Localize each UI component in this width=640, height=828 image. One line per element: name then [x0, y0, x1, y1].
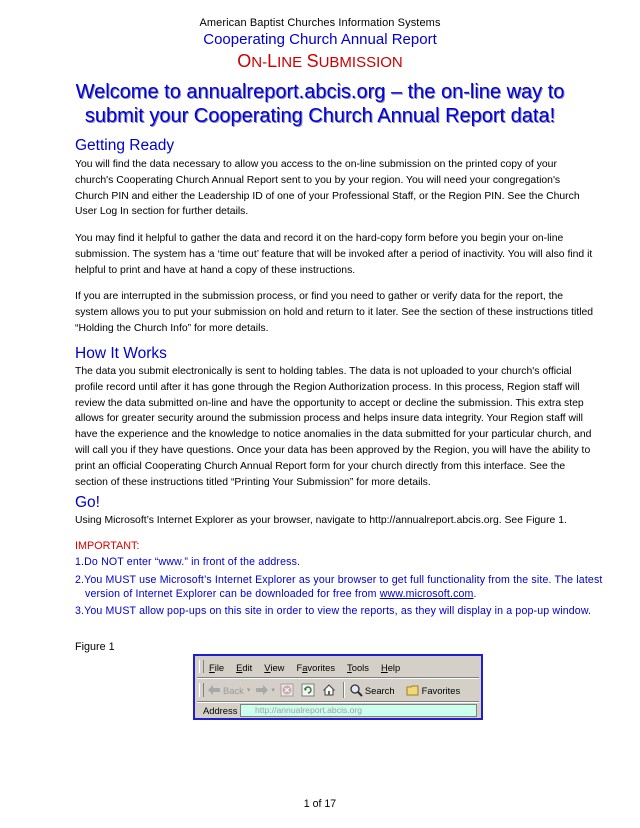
address-label: Address: [203, 705, 238, 716]
microsoft-link[interactable]: www.microsoft.com: [379, 587, 474, 600]
page-number: 1 of 17: [303, 798, 337, 810]
menu-view[interactable]: View: [264, 661, 285, 673]
list-item-end: .: [473, 587, 477, 600]
submission-title-part: UBMISSION: [318, 54, 403, 71]
list-item: [75, 574, 620, 602]
refresh-icon: [301, 683, 315, 697]
search-label: Search: [364, 684, 395, 696]
stop-icon: [280, 683, 294, 697]
getting-ready-heading: Getting Ready: [75, 137, 175, 154]
list-item: 1.Do NOT enter “www.” in front of the address.: [75, 556, 301, 568]
submission-title-part: N: [251, 54, 263, 71]
browser-screenshot: [193, 654, 483, 720]
favorites-label: Favorites: [421, 684, 461, 696]
welcome-line-1: Welcome to annualreport.abcis.org – the on-line way to: [75, 81, 565, 103]
menu-favorites[interactable]: Favorites: [296, 661, 336, 673]
back-label: Back: [223, 684, 244, 696]
menu-bar: [209, 659, 412, 675]
report-title: Cooperating Church Annual Report: [203, 31, 437, 48]
back-button[interactable]: [207, 683, 250, 697]
go-heading: Go!: [75, 494, 100, 511]
toolbar-grip: [199, 683, 204, 697]
toolbar-grip: [199, 660, 204, 673]
submission-title: [0, 51, 640, 72]
menu-edit[interactable]: Edit: [236, 661, 253, 673]
favorites-folder-icon: [406, 683, 420, 697]
getting-ready-paragraph-1: You will find the data necessary to allow you access to the on-line submission on the printed copy of your church's Cooperating Church Annual Report sent to you by your region. You will need your congregation's Church PIN and either the Leadership ID of one of your Professional Staff, or the Region PIN. See the Church User Log In section for further details.: [75, 159, 580, 218]
address-row: [199, 703, 477, 718]
menu-tools[interactable]: Tools: [347, 661, 369, 673]
important-label: IMPORTANT:: [75, 540, 140, 552]
welcome-heading: [40, 80, 600, 128]
forward-arrow-icon: [255, 683, 269, 697]
forward-button[interactable]: [255, 683, 275, 697]
home-button[interactable]: [322, 683, 338, 697]
chevron-down-icon: ▾: [246, 687, 251, 694]
submission-title-letter: S: [306, 51, 319, 71]
list-item-text: 2.You MUST use Microsoft’s Internet Explorer as your browser to get full functionality from the site. The latest version of Internet Explorer can be downloaded for free from: [75, 573, 603, 600]
list-item: 3.You MUST allow pop-ups on this site in order to view the reports, as they will display in a pop-up window.: [75, 605, 592, 618]
stop-button[interactable]: [280, 683, 296, 697]
menu-help[interactable]: Help: [380, 661, 401, 673]
submission-title-letter: L: [267, 51, 278, 71]
figure-caption: Figure 1: [75, 641, 115, 653]
go-paragraph: Using Microsoft’s Internet Explorer as your browser, navigate to http://annualreport.abcis.org. See Figure 1.: [75, 515, 567, 526]
important-list: [75, 556, 620, 623]
getting-ready-paragraph-3: If you are interrupted in the submission process, or find you need to gather or verify data for the report, the system allows you to put your submission on hold and return to it later. See the section of these instructions titled “Holding the Church Info” for more details.: [75, 291, 594, 334]
welcome-line-2: submit your Cooperating Church Annual Report data!: [84, 105, 556, 127]
submission-title-part: INE: [277, 54, 303, 71]
navigation-toolbar: [207, 680, 465, 700]
refresh-button[interactable]: [301, 683, 317, 697]
toolbar-divider: [343, 682, 345, 698]
getting-ready-paragraph-2: You may find it helpful to gather the data and record it on the hard-copy form before you begin your on-line submission. The system has a ‘time out’ feature that will be invoked after a period of inactivity. You will also find it helpful to print and have at hand a copy of these instructions.: [75, 233, 593, 276]
chevron-down-icon: ▾: [271, 687, 275, 694]
organization-name: American Baptist Churches Information Systems: [199, 17, 441, 29]
submission-title-letter: O: [237, 51, 252, 71]
menu-separator: [197, 677, 479, 679]
home-icon: [322, 683, 336, 697]
back-arrow-icon: [207, 683, 221, 697]
address-input[interactable]: http://annualreport.abcis.org: [240, 704, 477, 717]
how-it-works-paragraph: The data you submit electronically is sent to holding tables. The data is not uploaded to your church's official profile record until after it has gone through the Region Authorization process. In this process, Region staff will review the data submitted on-line and have the opportunity to accept or decline the submission. This extra step allows for greater security around the submission process and helps insure data integrity. Your Region staff will have the experience and the knowledge to notice anomalies in the data submitted for your particular church, and will call you if they have questions. Once your data has been approved by the Region, you will have the ability to print an official Cooperating Church Annual Report form for your church directly from this interface. See the section of these instructions titled “Printing Your Submission” for more details.: [75, 366, 592, 488]
search-icon: [349, 683, 363, 697]
favorites-button[interactable]: [406, 683, 461, 697]
how-it-works-heading: How It Works: [75, 345, 167, 362]
submission-title-dash: -: [262, 54, 268, 71]
menu-file[interactable]: File: [209, 661, 225, 673]
search-button[interactable]: [349, 683, 395, 697]
